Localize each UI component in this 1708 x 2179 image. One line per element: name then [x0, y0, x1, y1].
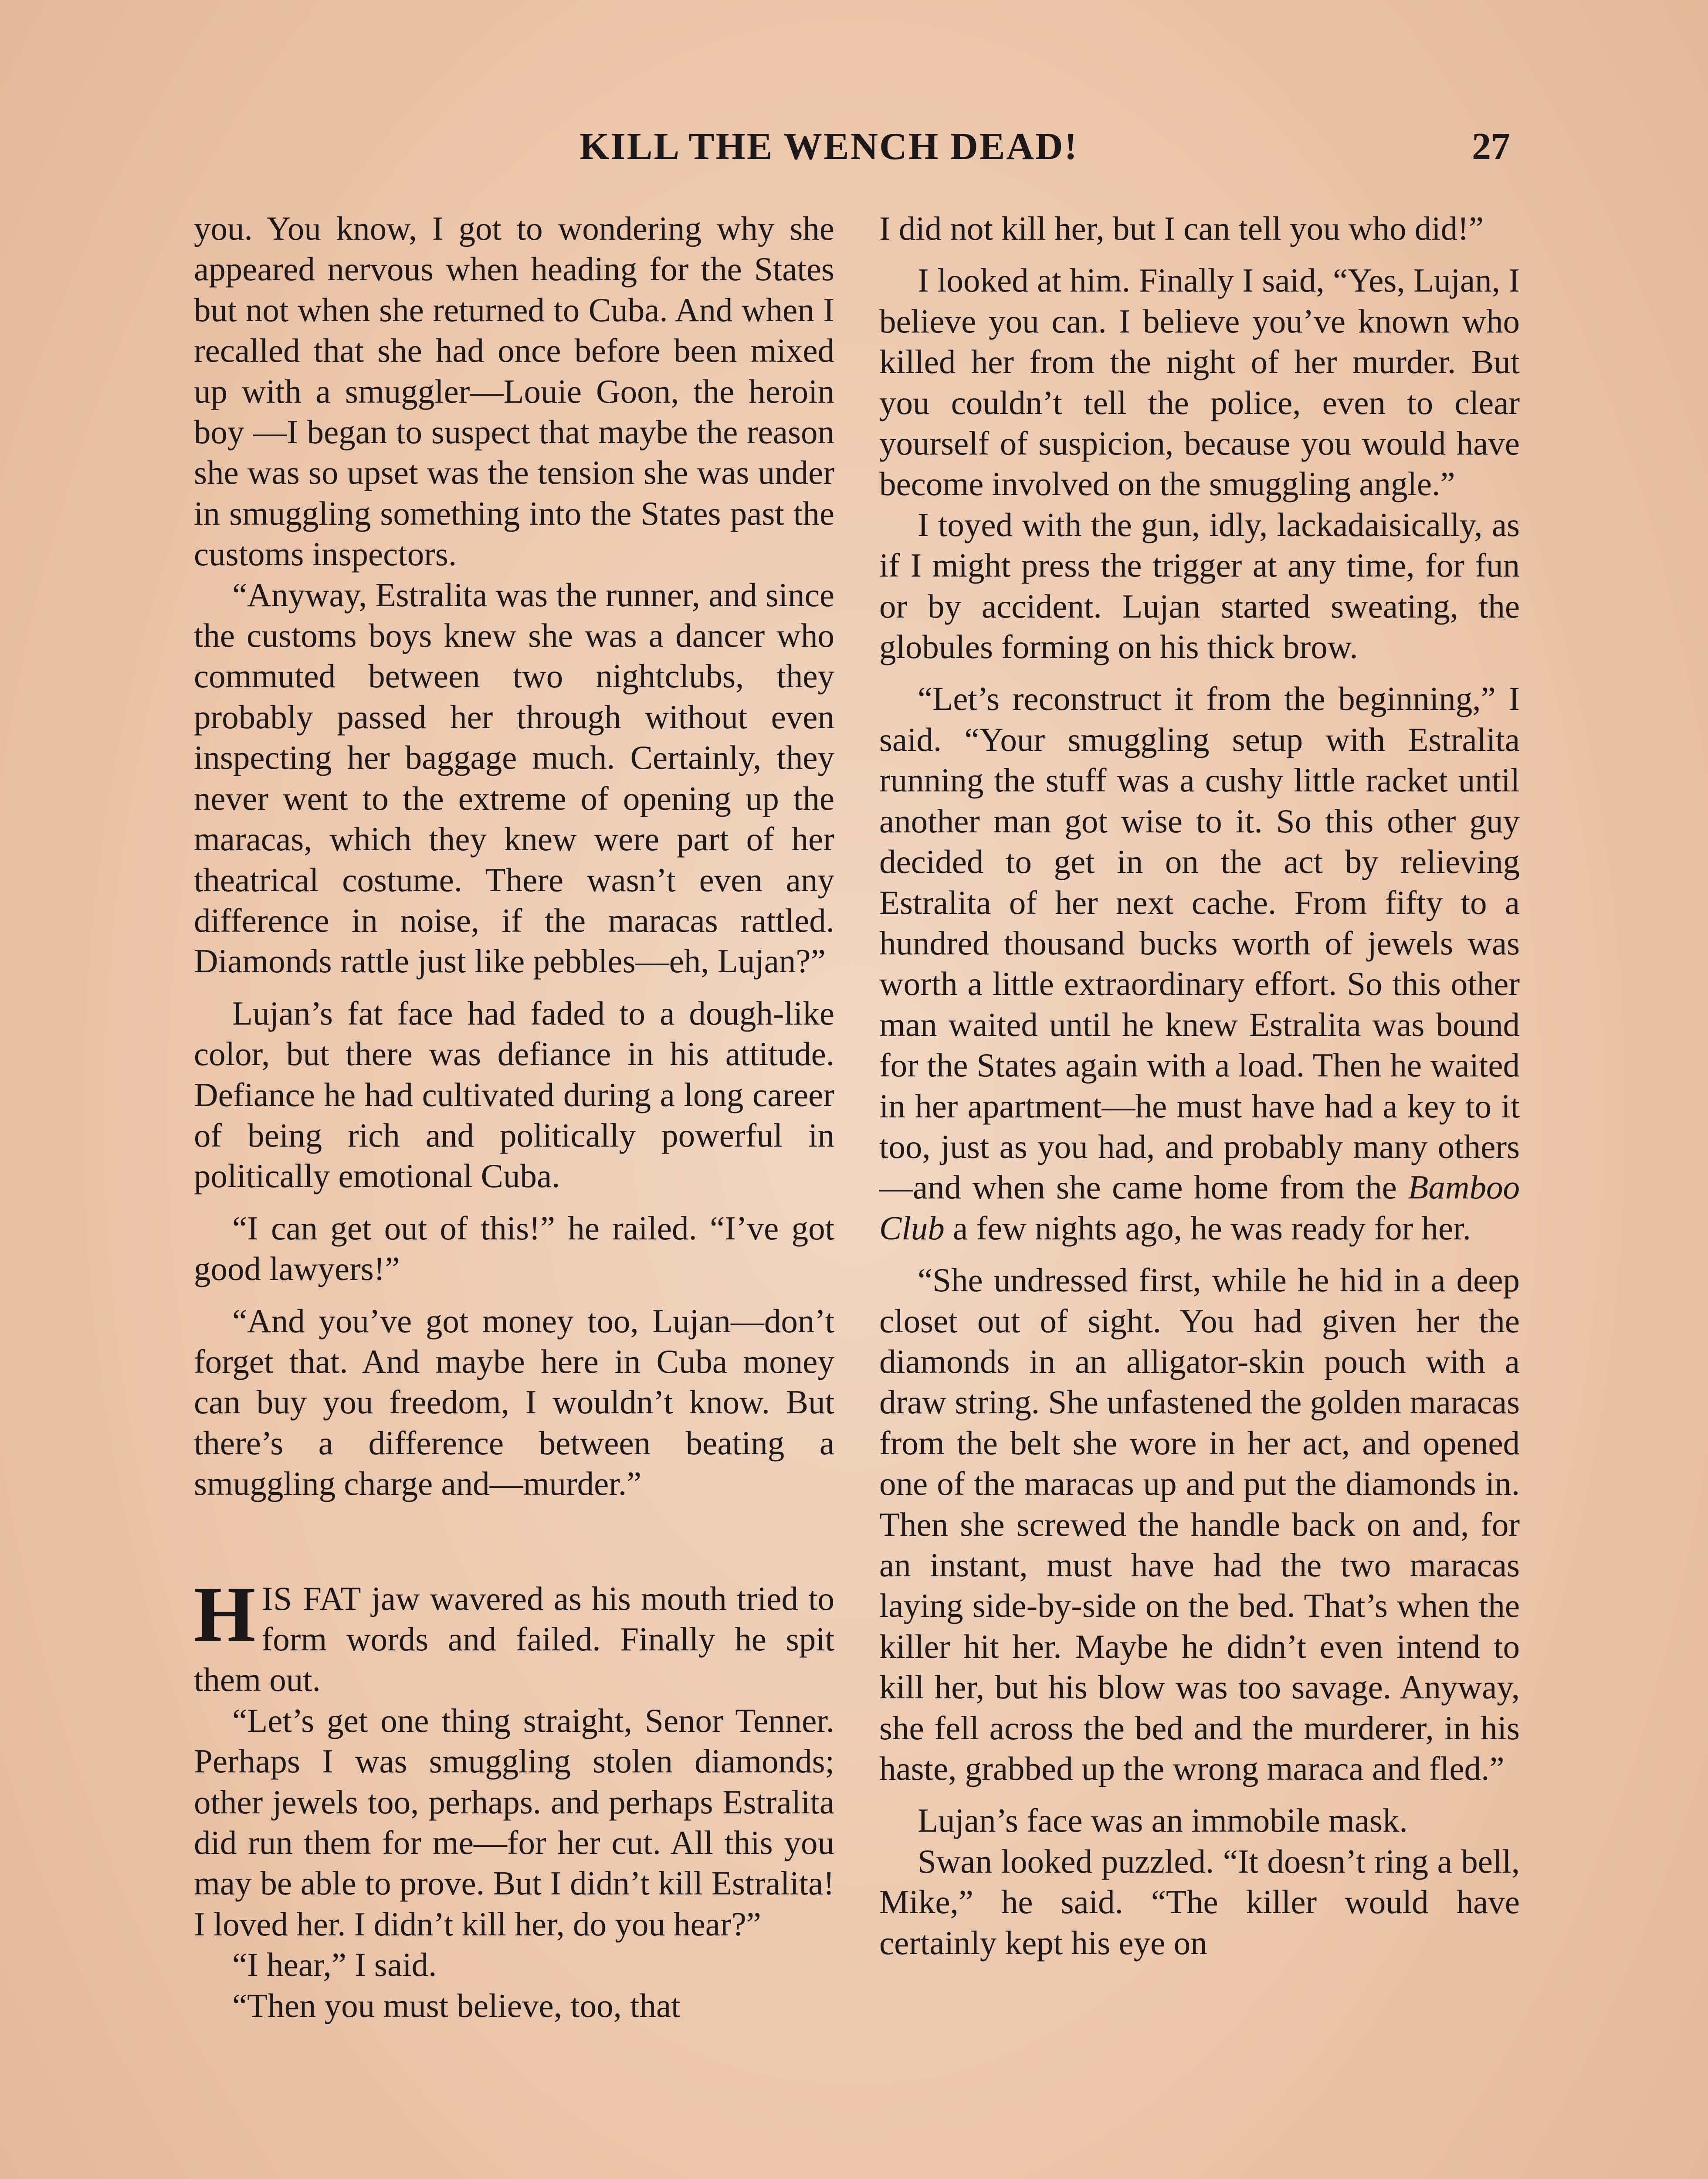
- paragraph: “Anyway, Estralita was the runner, and since the customs boys knew she was a dancer who commuted between two nightclubs, they probably passed her through without even inspecting her baggage much. Certainly, they never went to the extreme of opening up the maracas, which they knew were part of her theatrical costume. There wasn’t even any difference in noise, if the maracas rattled. Diamonds rattle just like pebbles—eh, Lujan?”: [194, 576, 834, 980]
- paragraph: I looked at him. Finally I said, “Yes, Lujan, I believe you can. I believe you’ve known who killed her from the night of her murder. But you couldn’t tell the police, even to clear yourself of suspicion, because you would have become involved on the smuggling angle.”: [879, 261, 1520, 503]
- small-caps-lead: IS FAT: [261, 1579, 362, 1617]
- paragraph-with-dropcap: [194, 1570, 834, 1700]
- paragraph: “I can get out of this!” he railed. “I’ve got good lawyers!”: [194, 1209, 834, 1288]
- paragraph-text: jaw wavered as his mouth tried to form words and failed. Finally he spit them out.: [194, 1579, 834, 1699]
- paragraph: Lujan’s face was an immobile mask.: [918, 1802, 1408, 1840]
- paragraph: Swan looked puzzled. “It doesn’t ring a bell, Mike,” he said. “The killer would have certainly kept his eye on: [879, 1842, 1520, 1962]
- paragraph-text: “Let’s reconstruct it from the beginning,” I said. “Your smuggling setup with Estralita running the stuff was a cushy little racket until another man got wise to it. So this other guy decided to get in on the act by relieving Estralita of her next cache. From fifty to a hundred thousand bucks worth of jewels was worth a little extraordinary effort. So this other man waited until he knew Estralita was bound for the States again with a load. Then he waited in her apartment—he must have had a key to it too, just as you had, and probably many others—and when she came home from the: [879, 680, 1520, 1206]
- page-number: 27: [1472, 126, 1510, 168]
- paragraph: “Then you must believe, too, that: [232, 1986, 681, 2024]
- paragraph: “She undressed first, while he hid in a deep closet out of sight. You had given her the diamonds in an alligator-skin pouch with a draw string. She unfastened the golden maracas from the belt she wore in her act, and opened one of the maracas up and put the diamonds in. Then she screwed the handle back on and, for an instant, must have had the two maracas laying side-by-side on the bed. That’s when the killer hit her. Maybe he didn’t even intend to kill her, but his blow was too savage. Anyway, she fell across the bed and the murderer, in his haste, grabbed up the wrong maraca and fled.”: [879, 1261, 1520, 1788]
- paragraph: [879, 679, 1520, 1249]
- running-title: KILL THE WENCH DEAD!: [580, 126, 1078, 168]
- club-name: Bamboo Club: [879, 1168, 1520, 1247]
- drop-cap: H: [194, 1570, 256, 1658]
- right-column: [879, 208, 1520, 1963]
- paragraph: “And you’ve got money too, Lujan—don’t forget that. And maybe here in Cuba money can buy you freedom, I wouldn’t know. But there’s a difference between beating a smuggling charge and—murder.”: [194, 1302, 834, 1503]
- paragraph: I toyed with the gun, idly, lackadaisically, as if I might press the trigger at any time, for fun or by accident. Lujan started sweating, the globules forming on his thick brow.: [879, 506, 1520, 666]
- paragraph: “I hear,” I said.: [232, 1946, 437, 1984]
- paragraph: I did not kill her, but I can tell you who did!”: [879, 210, 1484, 247]
- paragraph: “Let’s get one thing straight, Senor Tenner. Perhaps I was smuggling stolen diamonds; other jewels too, perhaps. and perhaps Estralita did run them for me—for her cut. All this you may be able to prove. But I didn’t kill Estralita! I loved her. I didn’t kill her, do you hear?”: [194, 1701, 834, 1943]
- paragraph: Lujan’s fat face had faded to a dough-like color, but there was defiance in his attitude. Defiance he had cultivated during a long career of being rich and politically powerful in politically emotional Cuba.: [194, 994, 834, 1195]
- paragraph-text: a few nights ago, he was ready for her.: [944, 1209, 1471, 1247]
- left-column: [194, 208, 834, 2026]
- paragraph: you. You know, I got to wondering why she appeared nervous when heading for the States but not when she returned to Cuba. And when I recalled that she had once before been mixed up with a smuggler—Louie Goon, the heroin boy —I began to suspect that maybe the reason she was so upset was the tension she was under in smuggling something into the States past the customs inspectors.: [194, 210, 834, 573]
